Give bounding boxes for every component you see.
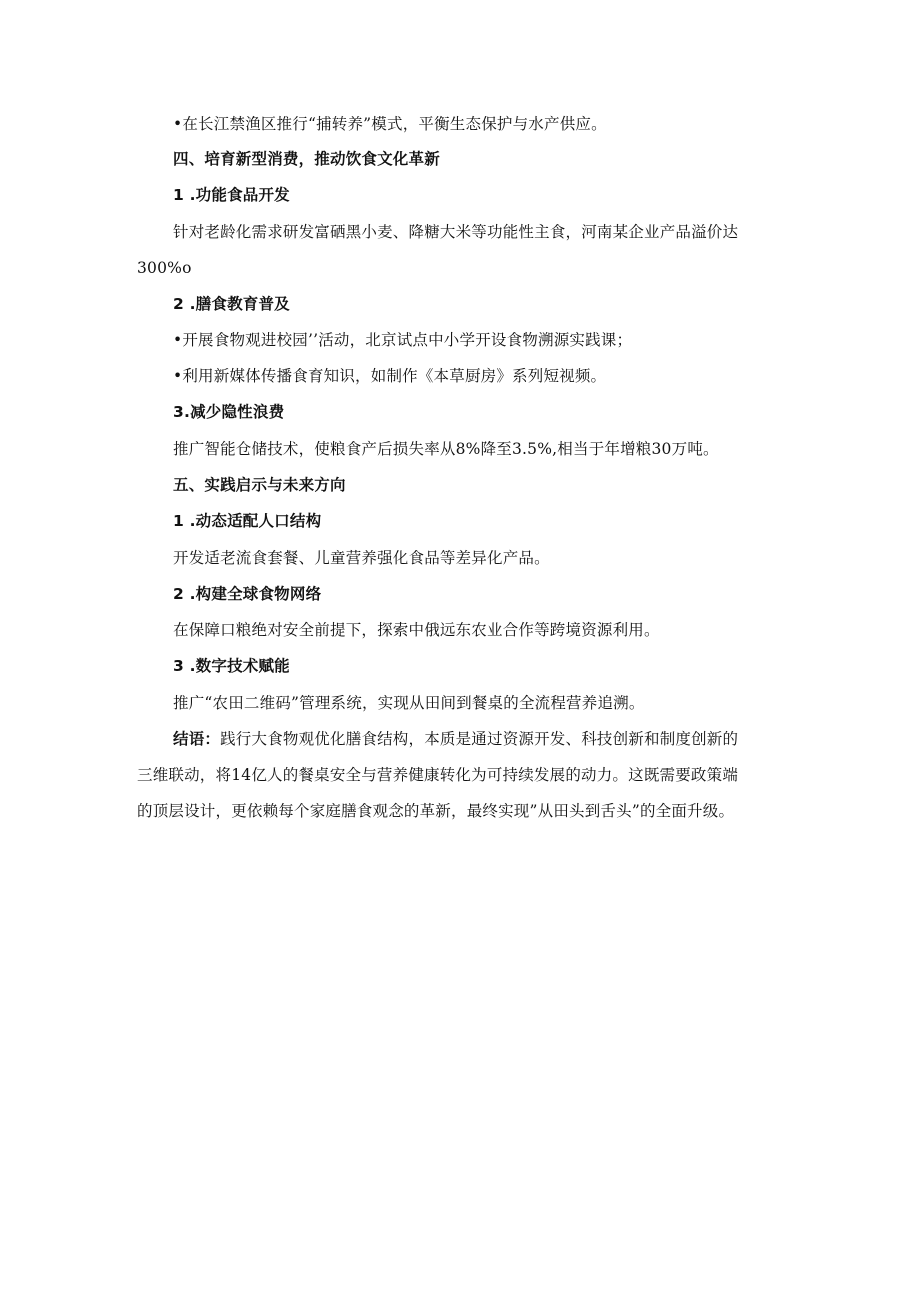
section-heading-4: 四、培育新型消费，推动饮食文化革新 [173,150,440,168]
section-heading-5: 五、实践启示与未来方向 [173,476,346,494]
subheading-diet-education: 2 .膳食教育普及 [173,295,290,313]
paragraph-smart-storage: 推广智能仓储技术，使粮食产后损失率从8%降至3.5%,相当于年增粮30万吨。 [173,440,719,458]
conclusion-line-1 [173,729,738,749]
conclusion-text-1: 践行大食物观优化膳食结构，本质是通过资源开发、科技创新和制度创新的 [220,730,739,748]
conclusion-lead: 结语： [173,730,221,748]
bullet-yangtze-fishing: •在长江禁渔区推行“捕转养”模式，平衡生态保护与水产供应。 [173,115,607,133]
paragraph-population: 开发适老流食套餐、儿童营养强化食品等差异化产品。 [173,549,550,567]
subheading-functional-food: 1 .功能食品开发 [173,186,290,204]
paragraph-functional-food: 针对老龄化需求研发富硒黑小麦、降糖大米等功能性主食，河南某企业产品溢价达 [173,223,739,241]
subheading-population: 1 .动态适配人口结构 [173,512,322,530]
paragraph-functional-food-cont: 300%o [137,259,192,277]
subheading-global-network: 2 .构建全球食物网络 [173,585,322,603]
paragraph-digital-tech: 推广“农田二维码”管理系统，实现从田间到餐桌的全流程营养追溯。 [173,694,645,712]
bullet-campus-activity: •开展食物观进校园’’活动，北京试点中小学开设食物溯源实践课； [173,331,633,349]
conclusion-line-2: 三维联动，将14亿人的餐桌安全与营养健康转化为可持续发展的动力。这既需要政策端 [137,766,739,784]
subheading-reduce-waste: 3.减少隐性浪费 [173,403,285,421]
subheading-digital-tech: 3 .数字技术赋能 [173,657,290,675]
conclusion-line-3: 的顶层设计，更依赖每个家庭膳食观念的革新，最终实现”从田头到舌头”的全面升级。 [137,802,735,820]
paragraph-global-network: 在保障口粮绝对安全前提下，探索中俄远东农业合作等跨境资源利用。 [173,621,660,639]
bullet-new-media: •利用新媒体传播食育知识，如制作《本草厨房》系列短视频。 [173,367,607,385]
